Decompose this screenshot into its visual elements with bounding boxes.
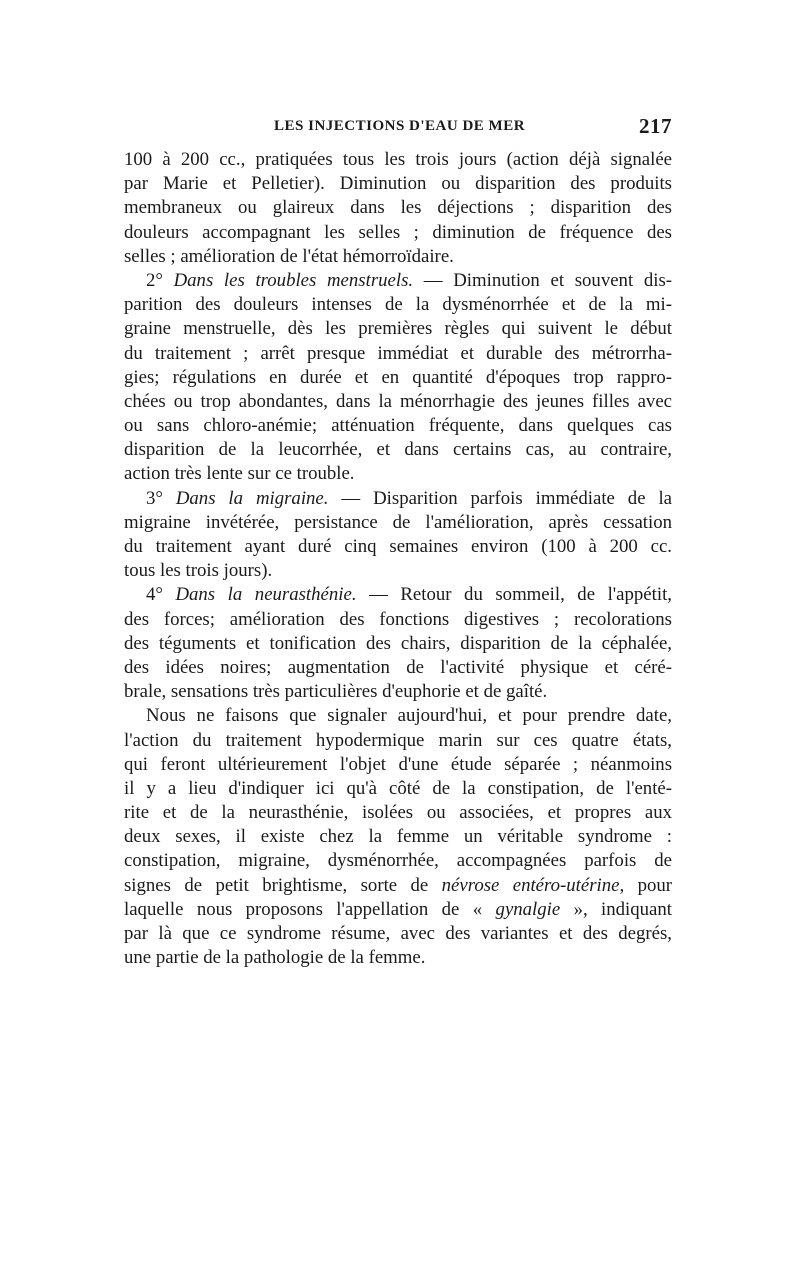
text-run: pour [637, 874, 672, 896]
text-line [124, 898, 672, 922]
running-title: LES INJECTIONS D'EAU DE MER [274, 118, 526, 134]
text-line [124, 583, 672, 607]
book-page [124, 112, 672, 970]
text-line: il y a lieu d'indiquer ici qu'à côté de la constipation, de l'enté- [124, 777, 672, 799]
text-line: des idées noires; augmentation de l'activité physique et céré- [124, 656, 672, 678]
text-line: chées ou trop abondantes, dans la ménorrhagie des jeunes filles avec [124, 390, 672, 412]
text-line: selles ; amélioration de l'état hémorroïdaire. [124, 245, 454, 267]
paragraph-migraine [124, 487, 672, 584]
text-line: des forces; amélioration des fonctions digestives ; recolorations [124, 608, 672, 630]
emphasis: gynalgie [495, 898, 561, 920]
text-line: une partie de la pathologie de la femme. [124, 947, 426, 969]
emphasis: névrose entéro-utérine, [441, 874, 625, 896]
text-line: par Marie et Pelletier). Diminution ou disparition des produits [124, 173, 672, 195]
paragraph-conclusion [124, 704, 672, 970]
section-number: 2° [146, 269, 163, 291]
text-line: du traitement ; arrêt presque immédiat et durable des métrorrha- [124, 342, 672, 364]
text-line: l'action du traitement hypodermique marin sur ces quatre états, [124, 729, 672, 751]
text-run: — Diminution et souvent dis- [423, 269, 673, 291]
text-run: », indiquant [573, 898, 672, 920]
text-line: des téguments et tonification des chairs, disparition de la céphalée, [124, 632, 672, 654]
text-line: deux sexes, il existe chez la femme un véritable syndrome : [124, 826, 672, 848]
paragraph-continuation [124, 148, 672, 269]
text-line: qui feront ultérieurement l'objet d'une étude séparée ; néanmoins [124, 753, 672, 775]
text-line: Nous ne faisons que signaler aujourd'hui, et pour prendre date, [146, 705, 672, 727]
text-line: par là que ce syndrome résume, avec des variantes et des degrés, [124, 923, 672, 944]
text-run: — Retour du sommeil, de l'appétit, [369, 584, 672, 606]
text-line [124, 874, 672, 898]
section-heading: Dans la neurasthénie. [175, 584, 357, 606]
running-head [124, 112, 672, 142]
text-line: disparition de la leucorrhée, et dans certains cas, au contraire, [124, 439, 672, 461]
text-line: graine menstruelle, dès les premières règles qui suivent le début [124, 318, 672, 340]
text-run: — Disparition parfois immédiate de la [341, 487, 673, 509]
text-line: membraneux ou glaireux dans les déjections ; disparition des [124, 197, 672, 219]
text-line: du traitement ayant duré cinq semaines environ (100 à 200 cc. [124, 536, 672, 557]
text-line: 100 à 200 cc., pratiquées tous les trois jours (action déjà signalée [124, 149, 672, 170]
paragraph-troubles-menstruels [124, 269, 672, 487]
section-number: 4° [146, 584, 163, 606]
text-line: douleurs accompagnant les selles ; diminution de fréquence des [124, 221, 672, 243]
section-heading: Dans les troubles menstruels. [173, 269, 414, 291]
section-number: 3° [146, 487, 163, 509]
text-line: tous les trois jours). [124, 560, 273, 582]
text-line [124, 487, 672, 511]
text-line: rite et de la neurasthénie, isolées ou associées, et propres aux [124, 802, 672, 824]
text-line: migraine invétérée, persistance de l'amélioration, après cessation [124, 511, 672, 533]
text-line: ou sans chloro-anémie; atténuation fréquente, dans quelques cas [124, 415, 672, 437]
section-heading: Dans la migraine. [175, 487, 329, 509]
text-line: parition des douleurs intenses de la dysménorrhée et de la mi- [124, 294, 672, 316]
body-text [124, 148, 672, 970]
text-line: brale, sensations très particulières d'euphorie et de gaîté. [124, 681, 548, 703]
text-line: action très lente sur ce trouble. [124, 463, 355, 485]
text-line: gies; régulations en durée et en quantité d'époques trop rappro- [124, 366, 672, 388]
page-number: 217 [639, 114, 672, 138]
text-run: laquelle nous proposons l'appellation de « [124, 898, 483, 920]
paragraph-neurasthenie [124, 583, 672, 704]
text-run: signes de petit brightisme, sorte de [124, 874, 429, 896]
text-line [124, 269, 672, 293]
text-line: constipation, migraine, dysménorrhée, accompagnées parfois de [124, 850, 672, 872]
